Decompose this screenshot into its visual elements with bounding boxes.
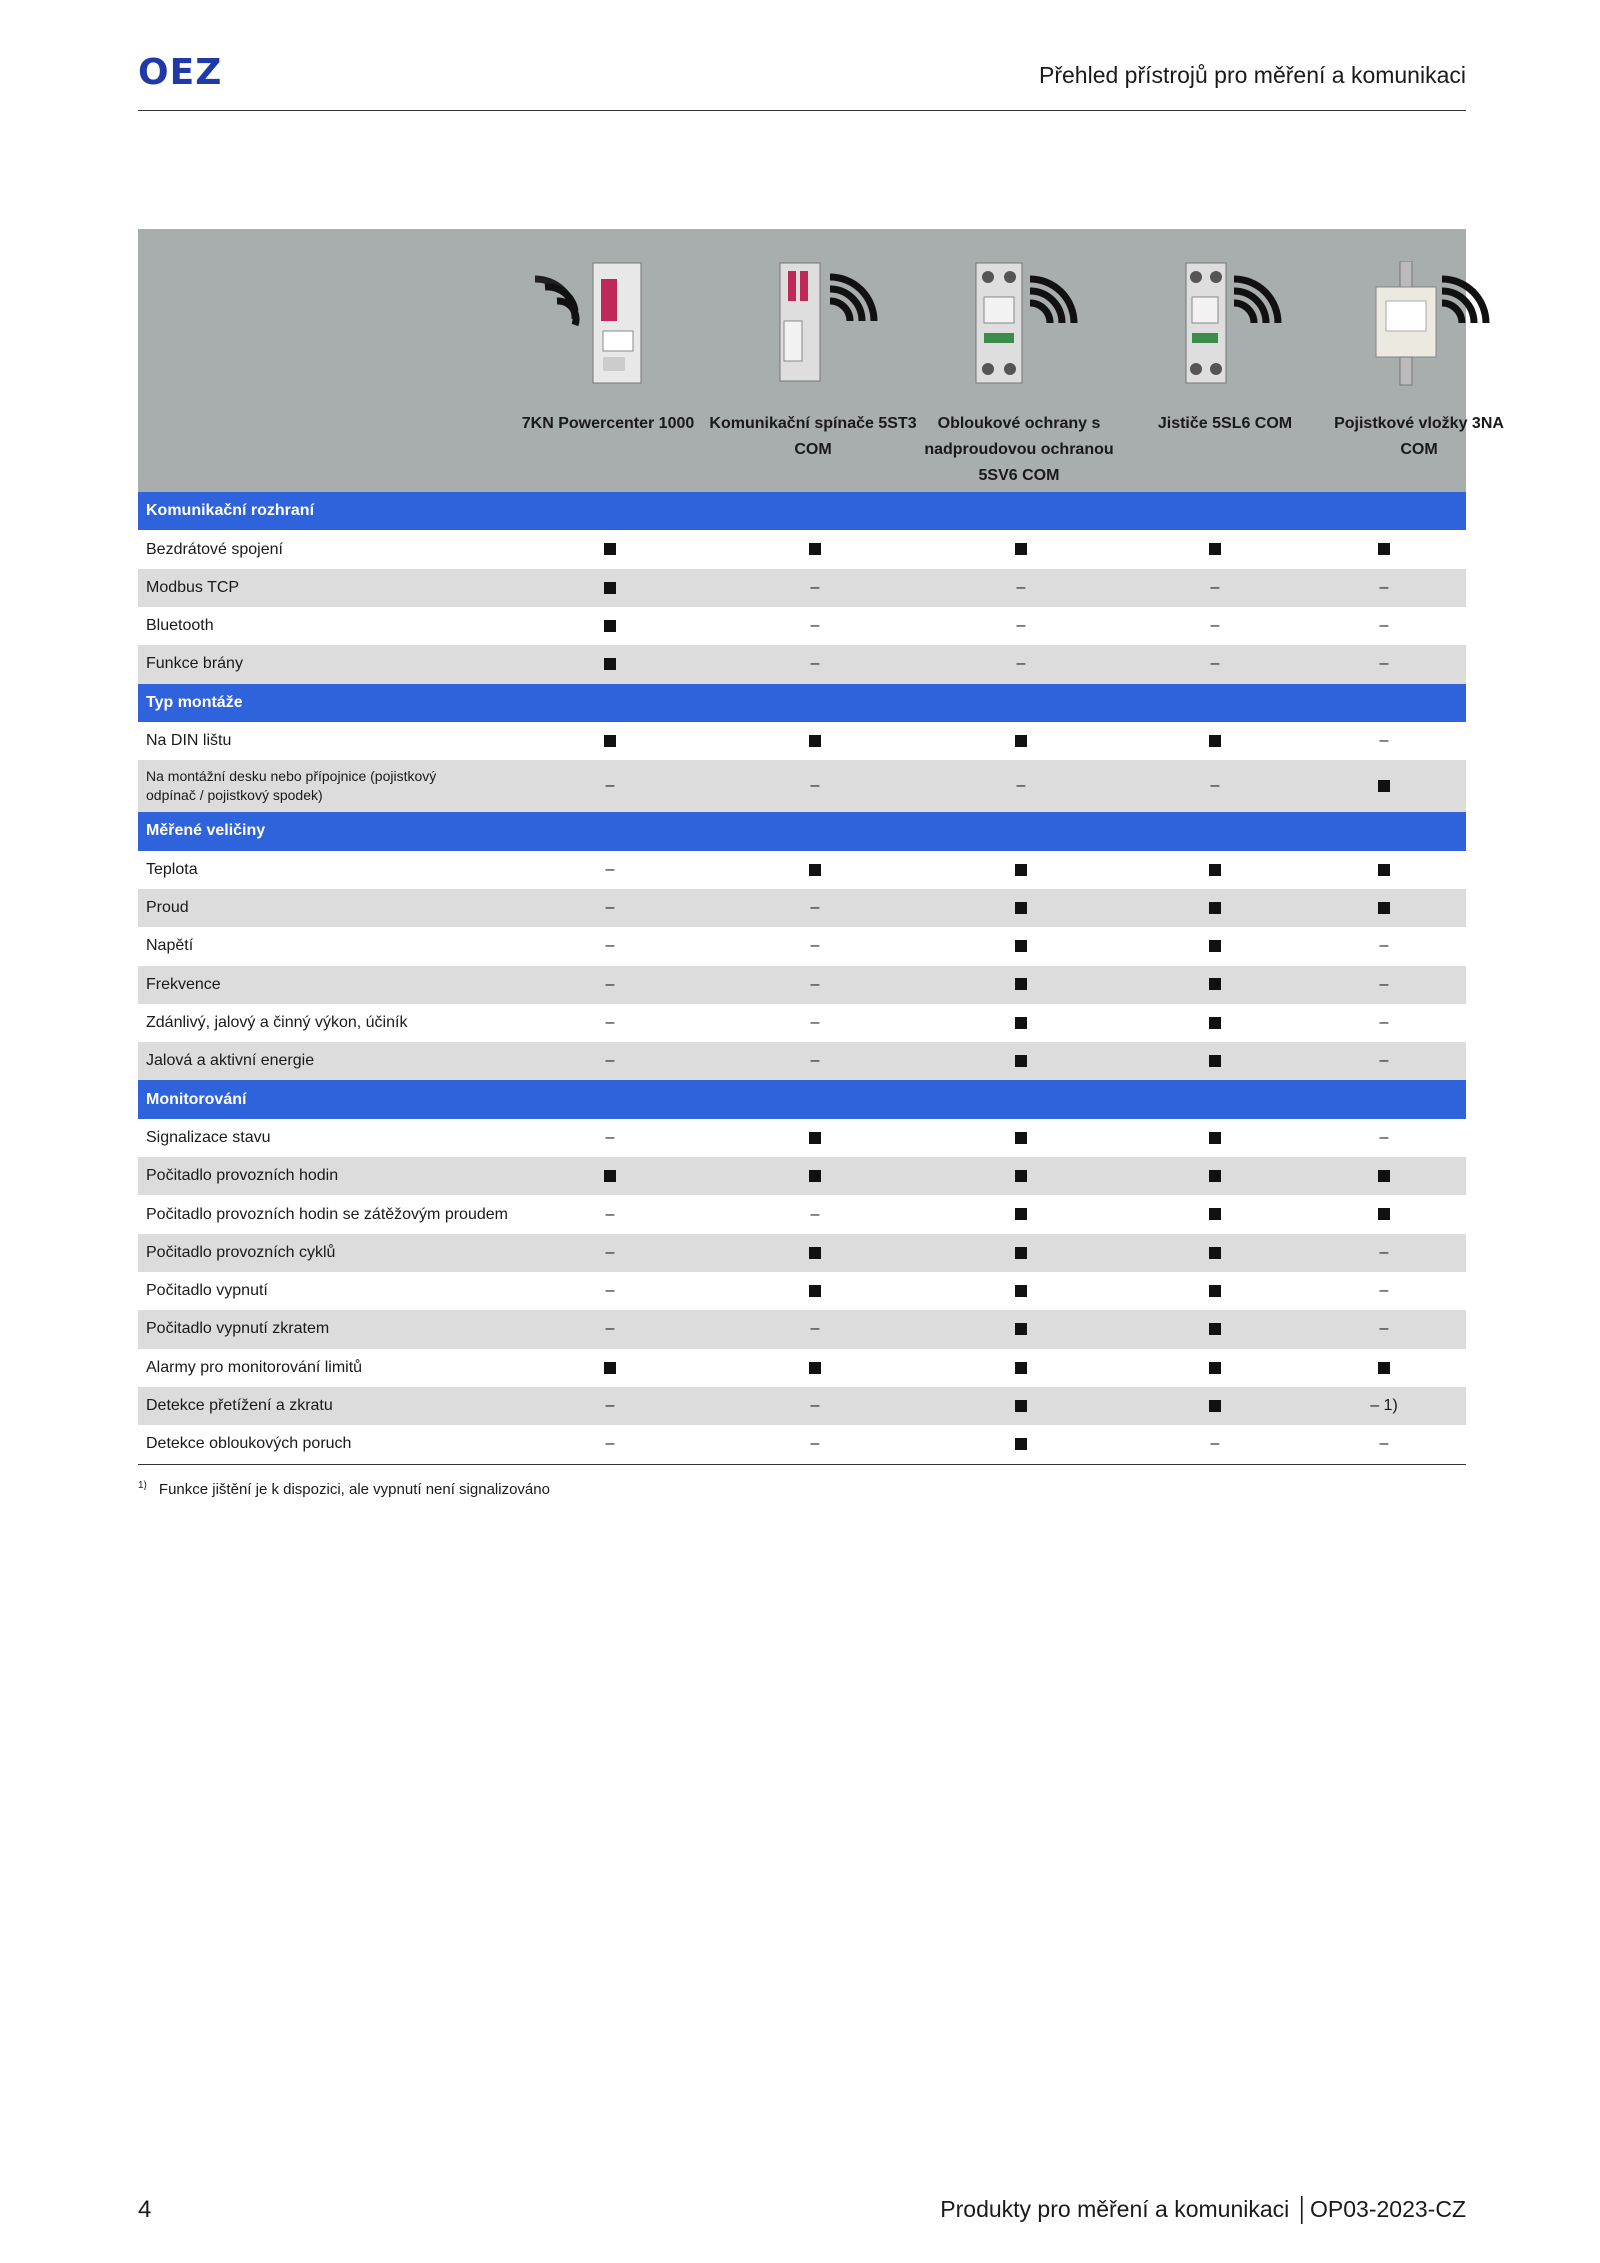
row-label: Zdánlivý, jalový a činný výkon, účiník [146, 1013, 408, 1031]
filled-square-icon [809, 1362, 821, 1374]
filled-square-icon [1209, 1400, 1221, 1412]
feature-available-mark [590, 1167, 630, 1185]
section-title: Typ montáže [146, 693, 243, 711]
feature-unavailable-mark: – [810, 1397, 820, 1415]
section-header [138, 492, 1466, 530]
filled-square-icon [1209, 940, 1221, 952]
filled-square-icon [1378, 1208, 1390, 1220]
filled-square-icon [1015, 735, 1027, 747]
filled-square-icon [1209, 543, 1221, 555]
table-row [138, 607, 1466, 645]
feature-unavailable-mark: – [1210, 1435, 1220, 1453]
filled-square-icon [1015, 1438, 1027, 1450]
feature-available-mark [1195, 1129, 1235, 1147]
feature-unavailable-mark: – [1379, 578, 1389, 596]
filled-square-icon [1015, 1055, 1027, 1067]
table-row [138, 1042, 1466, 1080]
feature-unavailable-mark: – [1379, 732, 1389, 750]
feature-unavailable-mark: – [1379, 975, 1389, 993]
feature-unavailable-mark: – [810, 1052, 820, 1070]
arc-protection-device-icon [914, 261, 1124, 421]
feature-available-mark [1001, 937, 1041, 955]
feature-unavailable-mark: – [1379, 937, 1389, 955]
row-label: Počitadlo provozních hodin [146, 1167, 339, 1185]
feature-unavailable-mark: – [810, 975, 820, 993]
feature-available-mark [1195, 1014, 1235, 1032]
feature-available-mark [1195, 1282, 1235, 1300]
feature-unavailable-mark: – [1210, 578, 1220, 596]
feature-available-mark [795, 1167, 835, 1185]
switch-device-icon [708, 261, 918, 421]
feature-available-mark [590, 579, 630, 597]
feature-unavailable-mark: – [605, 1128, 615, 1146]
product-column-header [914, 229, 1124, 492]
table-row [138, 1387, 1466, 1425]
table-row [138, 1195, 1466, 1233]
feature-unavailable-mark: – [1379, 1013, 1389, 1031]
product-name: Jističe 5SL6 COM [1157, 415, 1293, 432]
feature-unavailable-mark: – [810, 578, 820, 596]
feature-unavailable-mark: – [1379, 1243, 1389, 1261]
feature-unavailable-mark: – [1379, 1052, 1389, 1070]
filled-square-icon [1015, 1285, 1027, 1297]
row-label: Funkce brány [146, 655, 243, 673]
filled-square-icon [1209, 1285, 1221, 1297]
feature-unavailable-mark: – [1016, 655, 1026, 673]
table-row [138, 1349, 1466, 1387]
filled-square-icon [1015, 1400, 1027, 1412]
filled-square-icon [1015, 902, 1027, 914]
feature-unavailable-mark: – [810, 1013, 820, 1031]
feature-available-mark [590, 1359, 630, 1377]
table-row [138, 889, 1466, 927]
feature-available-mark [590, 541, 630, 559]
row-label: Signalizace stavu [146, 1128, 271, 1146]
filled-square-icon [1209, 978, 1221, 990]
row-label: Alarmy pro monitorování limitů [146, 1358, 363, 1376]
filled-square-icon [1015, 1323, 1027, 1335]
row-label: Počitadlo vypnutí zkratem [146, 1320, 330, 1338]
table-row [138, 851, 1466, 889]
feature-available-mark [590, 655, 630, 673]
feature-unavailable-mark: – [1379, 1128, 1389, 1146]
row-label: Bluetooth [146, 617, 214, 635]
feature-available-mark [1001, 1359, 1041, 1377]
feature-available-mark [1001, 1206, 1041, 1224]
section-header [138, 1080, 1466, 1118]
feature-available-mark [590, 617, 630, 635]
feature-unavailable-mark: – [810, 899, 820, 917]
table-body [138, 492, 1466, 1465]
row-label: Frekvence [146, 975, 221, 993]
row-label: Počitadlo provozních hodin se zátěžovým proudem [146, 1205, 508, 1223]
feature-available-mark [795, 1244, 835, 1262]
filled-square-icon [1209, 1247, 1221, 1259]
feature-unavailable-mark: – [810, 1320, 820, 1338]
footer-title: Produkty pro měření a komunikaci │OP03-2023-CZ [940, 2196, 1466, 2222]
feature-available-mark [1001, 1244, 1041, 1262]
filled-square-icon [1378, 864, 1390, 876]
section-title: Měřené veličiny [146, 822, 266, 840]
feature-available-mark [795, 1129, 835, 1147]
table-row [138, 966, 1466, 1004]
header-divider [138, 110, 1466, 111]
feature-available-mark [1195, 976, 1235, 994]
filled-square-icon [604, 658, 616, 670]
filled-square-icon [1209, 1323, 1221, 1335]
row-label: Modbus TCP [146, 578, 240, 596]
row-label: Detekce přetížení a zkratu [146, 1397, 333, 1415]
product-column-header [1120, 229, 1330, 492]
feature-unavailable-mark: – [605, 1013, 615, 1031]
table-row [138, 722, 1466, 760]
feature-available-mark [1195, 1052, 1235, 1070]
row-label: Počitadlo provozních cyklů [146, 1243, 336, 1261]
feature-available-mark [1195, 1359, 1235, 1377]
filled-square-icon [1015, 1017, 1027, 1029]
filled-square-icon [1209, 1170, 1221, 1182]
feature-unavailable-mark: – [605, 1435, 615, 1453]
filled-square-icon [1378, 902, 1390, 914]
table-row [138, 1004, 1466, 1042]
feature-unavailable-mark: – [810, 1435, 820, 1453]
filled-square-icon [1209, 1208, 1221, 1220]
filled-square-icon [604, 582, 616, 594]
filled-square-icon [1209, 864, 1221, 876]
oez-logo: OEZ [138, 52, 223, 93]
filled-square-icon [1015, 543, 1027, 555]
circuit-breaker-device-icon [1120, 261, 1330, 421]
feature-available-mark [1001, 1397, 1041, 1415]
feature-available-mark [1195, 899, 1235, 917]
filled-square-icon [1209, 1362, 1221, 1374]
filled-square-icon [1209, 1017, 1221, 1029]
feature-available-mark [1195, 1320, 1235, 1338]
feature-unavailable-mark: – [1379, 1435, 1389, 1453]
feature-unavailable-mark: – [810, 777, 820, 795]
filled-square-icon [1209, 902, 1221, 914]
feature-unavailable-mark: – [1379, 1282, 1389, 1300]
filled-square-icon [1209, 1055, 1221, 1067]
feature-unavailable-mark: – [605, 1243, 615, 1261]
feature-available-mark [1364, 1206, 1404, 1224]
table-row [138, 1234, 1466, 1272]
feature-unavailable-mark: – [810, 617, 820, 635]
feature-unavailable-mark: – [605, 1052, 615, 1070]
product-name: Pojistkové vložky 3NA COM [1334, 415, 1504, 458]
comparison-table [138, 229, 1504, 1465]
feature-available-mark [1364, 541, 1404, 559]
feature-available-mark [590, 732, 630, 750]
fuse-device-icon [1314, 261, 1524, 421]
feature-available-mark [1001, 899, 1041, 917]
filled-square-icon [604, 543, 616, 555]
row-label: Počitadlo vypnutí [146, 1282, 268, 1300]
product-name: Obloukové ochrany s nadproudovou ochranou 5SV6 COM [924, 415, 1114, 484]
feature-available-mark [1001, 732, 1041, 750]
feature-available-mark [1364, 1359, 1404, 1377]
feature-unavailable-mark: – [1379, 1320, 1389, 1338]
filled-square-icon [604, 1170, 616, 1182]
filled-square-icon [809, 1285, 821, 1297]
row-label: Detekce obloukových poruch [146, 1435, 352, 1453]
row-label: Bezdrátové spojení [146, 540, 283, 558]
table-row [138, 645, 1466, 683]
filled-square-icon [604, 620, 616, 632]
table-row [138, 1310, 1466, 1348]
filled-square-icon [1015, 978, 1027, 990]
feature-unavailable-mark: – [605, 1320, 615, 1338]
table-row [138, 927, 1466, 965]
filled-square-icon [1015, 1132, 1027, 1144]
filled-square-icon [1378, 1170, 1390, 1182]
feature-available-mark [1195, 1397, 1235, 1415]
page-header-title: Přehled přístrojů pro měření a komunikaci [1039, 62, 1466, 88]
feature-available-mark [1001, 1129, 1041, 1147]
feature-unavailable-mark: – [1210, 655, 1220, 673]
feature-unavailable-mark: – [1210, 777, 1220, 795]
feature-available-mark [1195, 732, 1235, 750]
table-header [138, 229, 1504, 492]
feature-available-mark [1195, 1206, 1235, 1224]
feature-available-mark [1364, 899, 1404, 917]
feature-available-mark [1195, 937, 1235, 955]
feature-available-mark [1001, 1320, 1041, 1338]
footnote-text: Funkce jištění je k dispozici, ale vypnutí není signalizováno [158, 1481, 550, 1498]
feature-available-mark [1001, 1167, 1041, 1185]
feature-unavailable-mark: – [605, 975, 615, 993]
filled-square-icon [1209, 735, 1221, 747]
filled-square-icon [1378, 780, 1390, 792]
powercenter-device-icon [503, 261, 713, 421]
table-row [138, 1272, 1466, 1310]
product-column-header [1314, 229, 1524, 492]
table-row [138, 1425, 1466, 1464]
filled-square-icon [809, 735, 821, 747]
filled-square-icon [1378, 543, 1390, 555]
feature-available-mark [1364, 777, 1404, 795]
feature-unavailable-mark: – [605, 1397, 615, 1415]
feature-available-mark [795, 861, 835, 879]
feature-unavailable-mark: – [605, 899, 615, 917]
filled-square-icon [1015, 1247, 1027, 1259]
filled-square-icon [604, 1362, 616, 1374]
table-row [138, 530, 1466, 568]
feature-available-mark [1001, 541, 1041, 559]
feature-unavailable-mark: – [810, 937, 820, 955]
table-row [138, 1157, 1466, 1195]
feature-available-mark [1001, 861, 1041, 879]
filled-square-icon [1015, 1362, 1027, 1374]
table-row [138, 760, 1466, 812]
filled-square-icon [1015, 1170, 1027, 1182]
feature-unavailable-mark: – [810, 1205, 820, 1223]
section-header [138, 812, 1466, 850]
feature-available-mark [1195, 1244, 1235, 1262]
filled-square-icon [809, 543, 821, 555]
footnote [138, 1480, 550, 1498]
feature-available-mark [1364, 1167, 1404, 1185]
feature-available-mark [1195, 1167, 1235, 1185]
product-name: Komunikační spínače 5ST3 COM [709, 415, 917, 458]
product-column-header [708, 229, 918, 492]
feature-available-mark [1195, 541, 1235, 559]
feature-available-mark [1001, 1014, 1041, 1032]
page-number: 4 [138, 2196, 152, 2223]
feature-available-mark [1364, 861, 1404, 879]
filled-square-icon [809, 1132, 821, 1144]
product-column-header [503, 229, 713, 492]
footnote-mark: 1) [138, 1480, 147, 1491]
section-title: Komunikační rozhraní [146, 502, 315, 520]
row-label: Jalová a aktivní energie [146, 1052, 315, 1070]
feature-unavailable-mark: – [605, 1282, 615, 1300]
feature-unavailable-mark: – [1379, 617, 1389, 635]
filled-square-icon [1015, 1208, 1027, 1220]
feature-unavailable-mark: – [1016, 578, 1026, 596]
filled-square-icon [604, 735, 616, 747]
filled-square-icon [1015, 864, 1027, 876]
feature-unavailable-mark: – [605, 860, 615, 878]
filled-square-icon [1209, 1132, 1221, 1144]
section-title: Monitorování [146, 1090, 247, 1108]
row-label: Teplota [146, 860, 198, 878]
feature-unavailable-mark: – [810, 655, 820, 673]
filled-square-icon [809, 1247, 821, 1259]
filled-square-icon [809, 1170, 821, 1182]
feature-unavailable-mark: – [605, 777, 615, 795]
table-row [138, 569, 1466, 607]
feature-unavailable-mark: – [605, 1205, 615, 1223]
feature-available-mark [795, 541, 835, 559]
row-label: Na montážní desku nebo přípojnice (pojistkový odpínač / pojistkový spodek) [146, 768, 437, 804]
filled-square-icon [1378, 1362, 1390, 1374]
row-label: Na DIN lištu [146, 732, 232, 750]
row-label: Napětí [146, 937, 194, 955]
feature-available-mark [1001, 1435, 1041, 1453]
feature-unavailable-mark: – [1016, 777, 1026, 795]
feature-unavailable-mark: – [1016, 617, 1026, 635]
feature-available-mark [1195, 861, 1235, 879]
feature-available-mark [1001, 1282, 1041, 1300]
feature-unavailable-mark: – [1379, 655, 1389, 673]
feature-available-mark [1001, 976, 1041, 994]
feature-available-mark [795, 1282, 835, 1300]
feature-available-mark [1001, 1052, 1041, 1070]
feature-unavailable-mark: – [605, 937, 615, 955]
section-header [138, 684, 1466, 722]
row-label: Proud [146, 899, 189, 917]
feature-available-mark [795, 732, 835, 750]
feature-unavailable-mark: – [1210, 617, 1220, 635]
feature-available-mark [795, 1359, 835, 1377]
filled-square-icon [1015, 940, 1027, 952]
table-row [138, 1119, 1466, 1157]
filled-square-icon [809, 864, 821, 876]
product-name: 7KN Powercenter 1000 [521, 415, 695, 432]
feature-unavailable-mark: – 1) [1370, 1397, 1398, 1415]
